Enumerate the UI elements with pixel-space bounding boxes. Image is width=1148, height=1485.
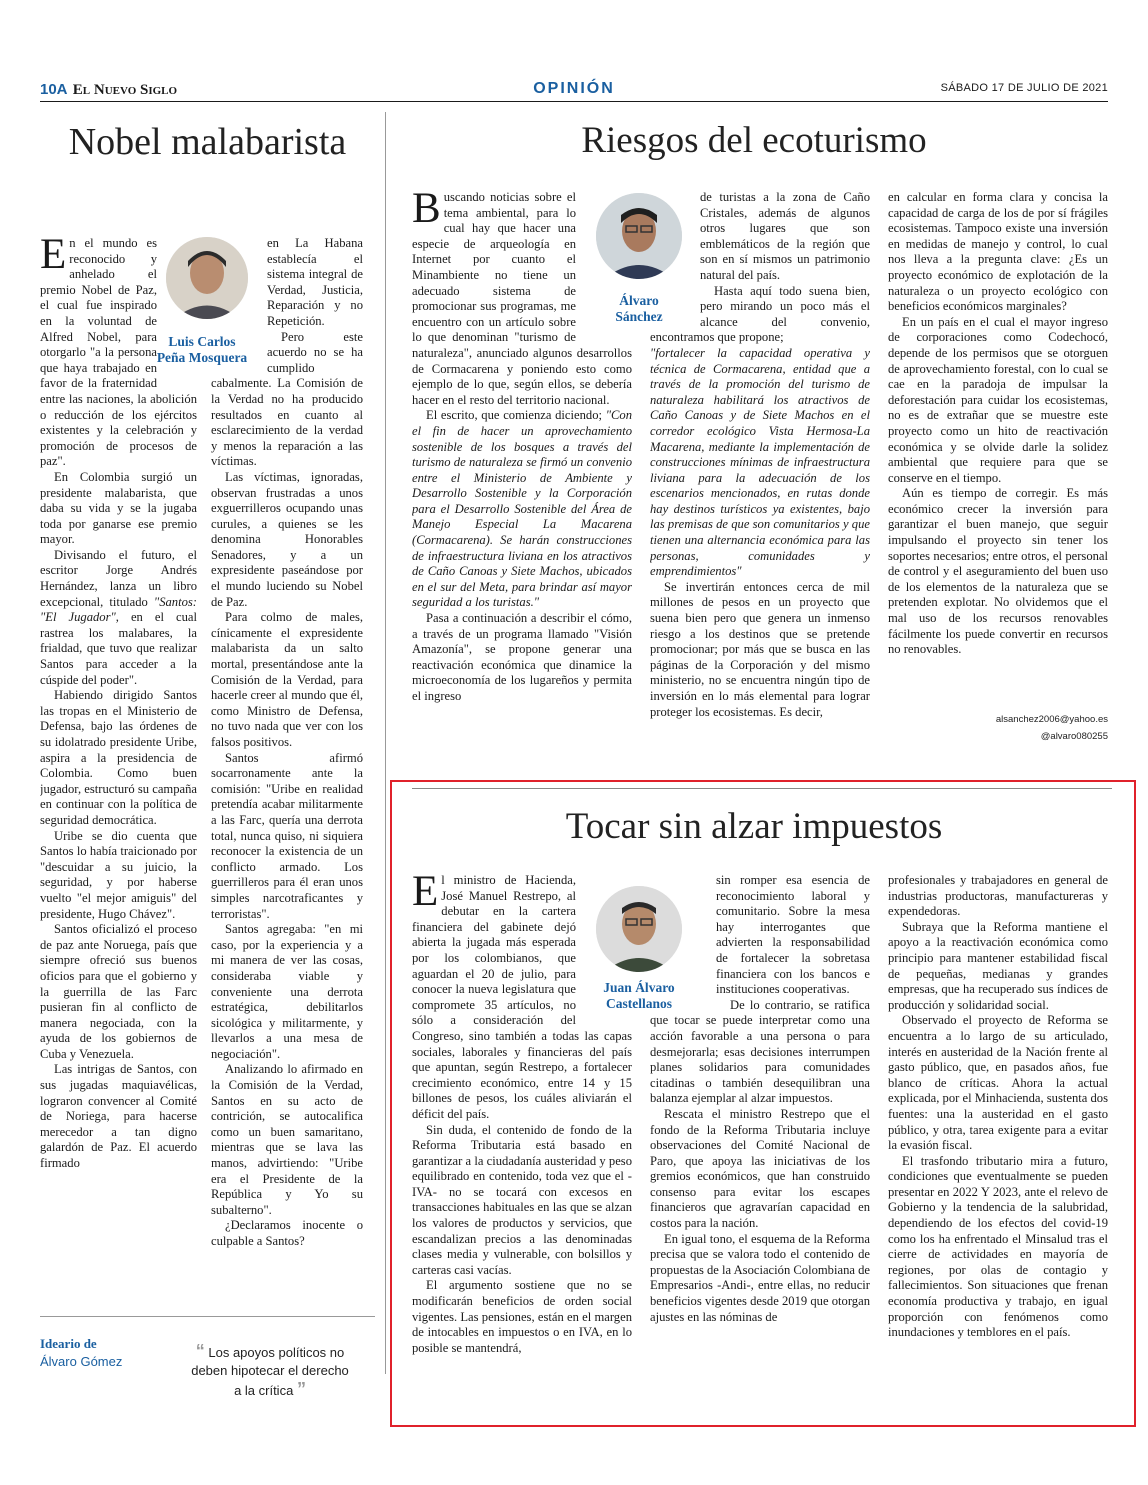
paragraph: l ministro de Hacienda, José Manuel Restrepo, al debutar en la cartera financiera del gabinete dejó abierta la jugada más esperada por los colombianos, que aguardan el 20 de julio, para conocer la nueva legislatura que compromete 35 artículos, no sólo a consideración del Congreso, sino también a todas las capas sociales, laborales y financieras del país que apuntan, según Restrepo, a fortalecer crecimiento económico, entre 14 y 15 billones de pesos, los cuáles aliviarán el déficit del país. xyxy=(412,873,632,1121)
paragraph: Sin duda, el contenido de fondo de la Reforma Tributaria está basado en garantizar a la ciudadanía austeridad y peso equilibrado en contenido, toda vez que el -IVA- no se tocará con excesos en transacciones habituales en las que se alzan los valores de productos y servicios, que escandalizan precios a las denominadas clases media y vulnerable, con bolsillos y carteras casi vacías. xyxy=(412,1122,632,1277)
section-name: OPINIÓN xyxy=(533,80,615,97)
paragraph: uscando noticias sobre el tema ambiental, para lo cual hay que hacer una especie de arqueología en Internet por cuanto el Minambiente no tiene un adecuado sistema de promocionar sus programas, me encuentro con un artículo sobre lo que denominan "turismo de naturaleza", anunciado algunos desarrollos de Cormacarena y poniendo esto como ejemplo de lo que, según ellos, se debería hacer en el resto del territorio nacional. xyxy=(412,190,632,407)
paragraph: en calcular en forma clara y concisa la capacidad de carga de los de por sí frágiles ecosistemas. Tampoco existe una inversión en medidas de manejo y control, lo cual nos lleva a la pregunta clave: ¿Es un proyecto económico de explotación de la naturaleza o un proyecto ecológico con beneficios económicos marginales? xyxy=(888,190,1108,314)
quoted-text: "Con el fin de hacer un aprovechamiento sostenible de los bosques a través del turismo de naturaleza se firmó un convenio entre el Ministerio de Ambiente y Desarrollo Sostenible y la Corporación para el Desarrollo Sostenible del Área de Manejo Especial La Macarena (Cormacarena). Se harán construcciones de infraestructura liviana en los atractivos de Caño Canoas y Siete Machos, ubicados en el sur del Meta, para brindar así mayor seguridad a los turistas." xyxy=(412,408,632,610)
book-title: "Santos: "El Jugador" xyxy=(40,594,197,625)
eco-column-2 xyxy=(650,190,870,760)
photo-gutter xyxy=(650,190,700,328)
photo-gutter xyxy=(576,190,632,340)
tocar-column-1 xyxy=(412,873,632,1413)
open-quote-icon: “ xyxy=(195,1341,205,1361)
paragraph: De lo contrario, se ratifica que tocar se puede interpretar como una acción favorable a una persona o para desmejorarla; esas decisiones interrumpen planes solidarios para comunidades citadinas o también desequilibran una balanza ejemplar al alzar impuestos. xyxy=(650,997,870,1106)
paragraph-text: El escrito, que comienza diciendo; xyxy=(426,408,606,423)
paragraph: En un país en el cual el mayor ingreso de corporaciones como Codechocó, depende de los permisos que se otorguen de aprovechamiento forestal, con lo cual se cae en la paradoja de impulsar la deforestación para cuidar los ecosistemas, no es de extrañar que se muestre este proyecto como un hito de reactivación económica y se olvide darle la solidez ambiental que requiere para que se conserve en el tiempo. xyxy=(888,314,1108,485)
paragraph-text: , en el cual rastrea los malabares, la frialdad, que tuvo que realizar Santos para acceder a la cúspide del poder". xyxy=(40,610,197,687)
tocar-column-2 xyxy=(650,873,870,1413)
photo-gutter xyxy=(576,873,632,1021)
paragraph: Santos afirmó socarronamente ante la comisión: "Uribe en realidad pretendía acabar militarmente a las Farc, quería una derrota total, nunca quiso, ni siquiera reconocer la existencia de un conflicto armado. Los guerrilleros para él eran unos simples narcotraficantes y terroristas". xyxy=(211,750,363,921)
page-number: 10A xyxy=(40,81,68,98)
article-title-tocar xyxy=(400,804,1108,850)
paragraph: Las intrigas de Santos, con sus jugadas maquiavélicas, lograron convencer al Comité de Noriega, para hacerse merecedor a tan digno galardón de Paz. El acuerdo firmado xyxy=(40,1062,197,1171)
photo-gutter xyxy=(650,873,716,1013)
author-last-name: Castellanos xyxy=(605,996,672,1011)
paragraph: ¿Declaramos inocente o culpable a Santos? xyxy=(211,1218,363,1248)
paragraph: Para colmo de males, cínicamente el expresidente malabarista da un salto mortal, presentándose ante la Comisión de la Verdad, para hacerle creer al mundo que él, como Ministro de Defensa, no tuvo nada que ver con los falsos positivos. xyxy=(211,610,363,749)
ideario-rule xyxy=(40,1316,375,1317)
ideario-name: Álvaro Gómez xyxy=(40,1354,123,1369)
ideario-label: Ideario de xyxy=(40,1336,97,1351)
paragraph: Pasa a continuación a describir el cómo, a través de un programa llamado "Visión Amazonía", se propone generar una reactivación económica que dinamice la microeconomía de los lugareños y permita el ingreso xyxy=(412,611,632,703)
header-rule xyxy=(40,101,1108,102)
drop-cap: B xyxy=(412,190,441,232)
author-first-name: Luis Carlos xyxy=(168,334,236,349)
paragraph: Analizando lo afirmado en la Comisión de la Verdad, Santos en su acto de contrición, se autocalifica como un buen samaritano, mientras que se lava las manos, advirtiendo: "Uribe era el Presidente de la República y Yo su subalterno". xyxy=(211,1062,363,1217)
title-text: Tocar sin alzar impuestos xyxy=(565,806,943,847)
author-first-name: Juan Álvaro xyxy=(603,980,675,995)
paragraph: en La Habana establecía el sistema integral de Verdad, Justicia, Reparación y no Repetición. xyxy=(267,236,363,328)
paragraph: Santos oficializó el proceso de paz ante Noruega, país que siempre ofreció sus buenos oficios para que el gobierno y la guerrilla de las Farc pusieran fin al conflicto de manera negociada, con la ayuda de los gobiernos de Cuba y Venezuela. xyxy=(40,922,197,1061)
paragraph: Uribe se dio cuenta que Santos lo había traicionado por "descuidar a su juicio, la seguridad, y por haberse vuelto "el mejor amiguis" del presidente, Hugo Chávez". xyxy=(40,828,197,921)
eco-column-1 xyxy=(412,190,632,760)
paragraph: sin romper esa esencia de reconocimiento laboral y comunitario. Sobre la mesa hay interrogantes que advierten la responsabilidad de fortalecer la sobretasa financiera con los bancos e instituciones cooperativas. xyxy=(716,873,870,997)
paragraph: Subraya que la Reforma mantiene el apoyo a la reactivación económica como principio para mantener estabilidad fiscal de pequeñas, medianas y grandes empresas, que ha recuperado sus índices de producción y solidaridad social. xyxy=(888,919,1108,1012)
drop-cap: E xyxy=(40,236,67,278)
paragraph: Rescata el ministro Restrepo que el fondo de la Reforma Tributaria incluye observaciones del Comité Nacional de Paro, que apoya las iniciativas de los gremios económicos, que han construido consenso para evitar los escapes financieros que agravarían capacidad en costos para la nación. xyxy=(650,1106,870,1231)
paragraph: Pero este acuerdo no se ha cumplido cabalmente. La Comisión de la Verdad no ha producido resultados en cuanto al esclarecimiento de la verdad y menos la reparación a las víctimas. xyxy=(211,329,363,469)
article-rule xyxy=(412,788,1112,789)
author-last-name: Peña Mosquera xyxy=(156,350,248,365)
nobel-column-2 xyxy=(211,236,363,1299)
paragraph: Se invertirán entonces cerca de mil millones de pesos en un proyecto que suena bien pero que genera un inmenso riesgo a los destinos que se pretende promocionar; por más que se busca en las páginas de la Corporación y del mismo ministerio, no se encuentra ningún tipo de inversión en lo más elemental para lograr proteger los ecosistemas. Es decir, xyxy=(650,579,870,719)
paragraph-text: Divisando el futuro, el escritor Jorge Andrés Hernández, lanza un libro excepcional, titulado xyxy=(40,547,197,609)
author-last-name: Sánchez xyxy=(615,309,663,324)
paragraph: n el mundo es reconocido y anhelado el premio Nobel de Paz, el cual fue inspirado en la voluntad de Alfred Nobel, para otorgarlo "a la persona que haya trabajado en favor de la fraternidad entre las naciones, la abolición o reducción de los ejércitos existentes y la celebración y promoción de procesos de paz". xyxy=(40,236,197,469)
article-title-ecoturismo xyxy=(400,118,1108,164)
paragraph: de turistas a la zona de Caño Cristales, además de algunos otros lugares que son emblemáticos de la región que son en sí mismos un patrimonio natural del país. xyxy=(700,190,870,282)
author-first-name: Álvaro xyxy=(619,293,659,308)
eco-column-3 xyxy=(888,190,1108,712)
paper-name: El Nuevo Siglo xyxy=(72,82,178,98)
quoted-paragraph: "fortalecer la capacidad operativa y técnica de Cormacarena, entidad que a través de la promoción del turismo de naturaleza habilitará los atractivos de Caño Canoas y de Siete Machos en el corredor ecológico Vista Hermosa-La Macarena, mediante la implementación de construcciones mínimas de infraestructura liviana para la adecuación de los escenarios mencionados, en rutas donde hay destinos turísticos ya existentes, bajo las premisas de que son comunitarios y que tienen una alternancia económica para las personas, comunidades y emprendimientos" xyxy=(650,345,870,579)
drop-cap: E xyxy=(412,873,439,915)
paragraph: El trasfondo tributario mira a futuro, condiciones que eventualmente se pueden presentar en 2022 Y 2023, ante el relevo de Gobierno y la tendencia de la salubridad, dependiendo de los efectos del covid-19 como los ha enfrentado el Minsalud tras el cierre de actividades en mayoría de regiones, por olas de contagio y fallecimientos. Son situaciones que frenan economía productiva y trabajo, en igual proporción con fenómenos como inundaciones y temblores en el país. xyxy=(888,1153,1108,1340)
photo-gutter xyxy=(157,236,197,384)
paragraph: En Colombia surgió un presidente malabarista, que daba su vida y se la jugaba toda por ganarse ese premio mayor. xyxy=(40,469,197,547)
title-text: Nobel malabarista xyxy=(68,121,347,163)
paragraph: En igual tono, el esquema de la Reforma precisa que se valora todo el contenido de propuestas de la Asociación Colombiana de Empresarios -Andi-, entre ellas, no reducir beneficios vigentes desde 2019 que otorgan ajustes en las nóminas de xyxy=(650,1231,870,1324)
paragraph: Aún es tiempo de corregir. Es más económico crecer la inversión para garantizar el buen manejo, que seguir impulsando el proyecto sin tener los soportes necesarios; entre otros, el personal de control y el aseguramiento del buen uso de los elementos de la naturaleza que se pretenden explotar. No olvidemos que el mal uso de los recursos renovables fácilmente los puede convertir en recursos no renovables. xyxy=(888,486,1108,657)
quote-text: Los apoyos políticos no deben hipotecar el derecho a la crítica xyxy=(191,1345,349,1398)
paragraph: Habiendo dirigido Santos las tropas en el Ministerio de Defensa, bajo las órdenes de su idolatrado presidente Uribe, aspira a la presidencia de Colombia. Como buen jugador, estructuró su campaña en continuar con la política de seguridad democrática. xyxy=(40,688,197,827)
photo-gutter xyxy=(211,236,267,374)
article-title-nobel xyxy=(40,118,375,166)
paragraph: Las víctimas, ignoradas, observan frustradas a unos exguerrilleros ocupando unas curules, a quienes se les denomina Honorables Senadores, y a un expresidente paseándose por el mundo luciendo su Nobel de Paz. xyxy=(211,469,363,609)
paragraph: Observado el proyecto de Reforma se encuentra a lo largo de su articulado, interés en austeridad de la Nación frente al gasto público, que, en pasados años, fue blanco de críticas. Ahora la actual explicada, por el Minhacienda, sustenta dos fuentes: una la austeridad en el gasto público, y otra, tarea exigente para a evitar la evasión fiscal. xyxy=(888,1013,1108,1153)
close-quote-icon: ” xyxy=(296,1379,306,1399)
tocar-column-3 xyxy=(888,873,1108,1413)
ideario-quote xyxy=(190,1342,350,1400)
title-text: Riesgos del ecoturismo xyxy=(581,120,927,161)
issue-date: SÁBADO 17 DE JULIO DE 2021 xyxy=(940,82,1108,94)
author-handle[interactable]: @alvaro080255 xyxy=(1040,731,1108,742)
author-email[interactable]: alsanchez2006@yahoo.es xyxy=(995,714,1108,725)
paragraph: Santos agregaba: "en mi caso, por la experiencia y a mi manera de ver las cosas, consideraba viable y conveniente una derrota estratégica, debilitarlos sicológica y militarmente, y llevarlos a una mesa de negociación". xyxy=(211,922,363,1061)
paragraph: profesionales y trabajadores en general de industrias productoras, manufactureras y expendedoras. xyxy=(888,873,1108,919)
paragraph: Hasta aquí todo suena bien, pero mirando un poco más el alcance del convenio, encontramos que propone; xyxy=(650,283,870,345)
paragraph: El argumento sostiene que no se modificarán beneficios de orden social vigentes. Las pensiones, están en el margen de intocables en impuestos o en IVA, en lo posible se mantendrá, xyxy=(412,1278,632,1355)
nobel-column-1 xyxy=(40,236,197,1299)
column-divider xyxy=(385,112,386,1374)
